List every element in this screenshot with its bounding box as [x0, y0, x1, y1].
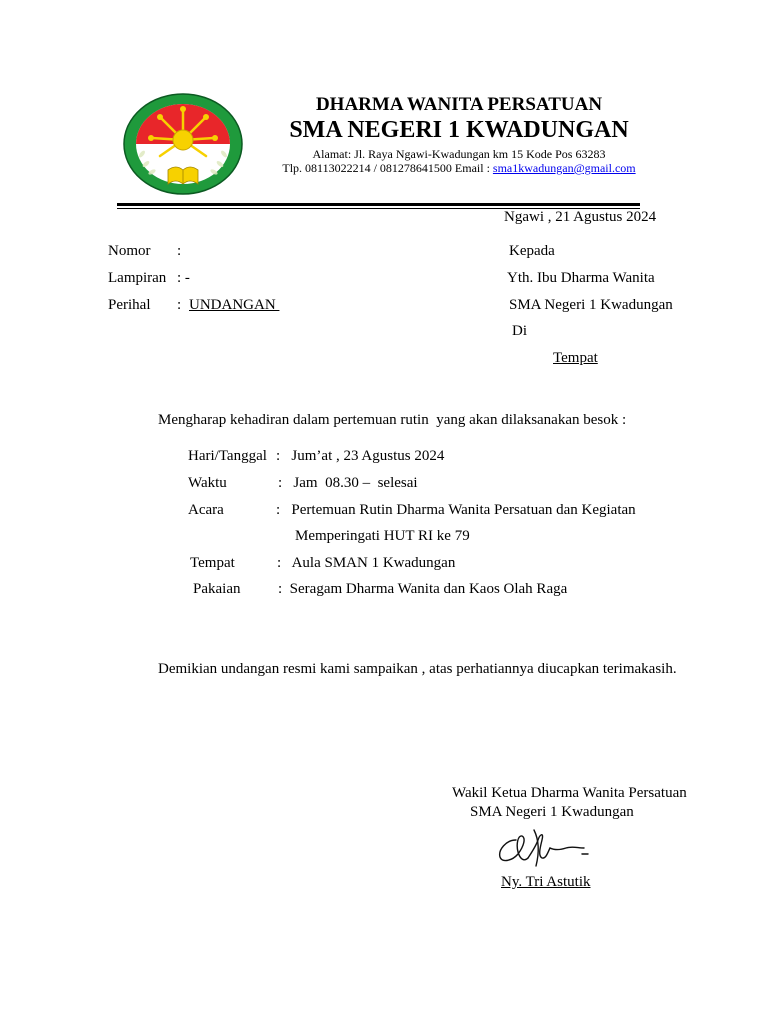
school-name: SMA NEGERI 1 KWADUNGAN: [289, 117, 629, 143]
recipient-line-tempat: Tempat: [553, 350, 598, 366]
nomor-label: Nomor: [108, 243, 151, 259]
tempat-label: Tempat: [190, 555, 235, 571]
closing-paragraph: Demikian undangan resmi kami sampaikan , atas perhatiannya diucapkan terimakasih.: [158, 661, 677, 677]
signatory-title: Wakil Ketua Dharma Wanita Persatuan: [452, 785, 687, 801]
acara-value-line1: : Pertemuan Rutin Dharma Wanita Persatuan dan Kegiatan: [276, 502, 636, 518]
perihal-value: UNDANGAN: [189, 297, 280, 313]
handwritten-signature: [494, 826, 590, 870]
recipient-line-di: Di: [512, 323, 527, 339]
signatory-name: Ny. Tri Astutik: [501, 874, 591, 890]
lampiran-label: Lampiran: [108, 270, 167, 286]
lampiran-value: : -: [177, 270, 190, 286]
acara-value-line2: Memperingati HUT RI ke 79: [295, 528, 470, 544]
contact-phone: Tlp. 08113022214 / 081278641500 Email :: [282, 161, 493, 175]
organization-name: DHARMA WANITA PERSATUAN: [315, 94, 603, 115]
letterhead-rule-thick: [117, 203, 640, 206]
recipient-line-yth: Yth. Ibu Dharma Wanita: [507, 270, 655, 286]
acara-label: Acara: [188, 502, 224, 518]
contact-line: [0, 161, 768, 176]
perihal-colon: :: [177, 297, 182, 313]
recipient-line-kepada: Kepada: [509, 243, 555, 259]
place-date: Ngawi , 21 Agustus 2024: [504, 209, 657, 225]
nomor-value: :: [177, 243, 182, 259]
recipient-line-school: SMA Negeri 1 Kwadungan: [509, 297, 673, 313]
signatory-school: SMA Negeri 1 Kwadungan: [470, 804, 634, 820]
hari-label: Hari/Tanggal: [188, 448, 267, 464]
intro-paragraph: Mengharap kehadiran dalam pertemuan rutin yang akan dilaksanakan besok :: [158, 412, 627, 428]
waktu-label: Waktu: [188, 475, 227, 491]
waktu-value: : Jam 08.30 – selesai: [278, 475, 418, 491]
school-address: Alamat: Jl. Raya Ngawi-Kwadungan km 15 Kode Pos 63283: [312, 147, 606, 161]
email-link[interactable]: sma1kwadungan@gmail.com: [492, 161, 636, 175]
perihal-label: Perihal: [108, 297, 151, 313]
pakaian-label: Pakaian: [193, 581, 241, 597]
tempat-value: : Aula SMAN 1 Kwadungan: [277, 555, 456, 571]
pakaian-value: : Seragam Dharma Wanita dan Kaos Olah Raga: [278, 581, 568, 597]
hari-value: : Jum’at , 23 Agustus 2024: [276, 448, 445, 464]
